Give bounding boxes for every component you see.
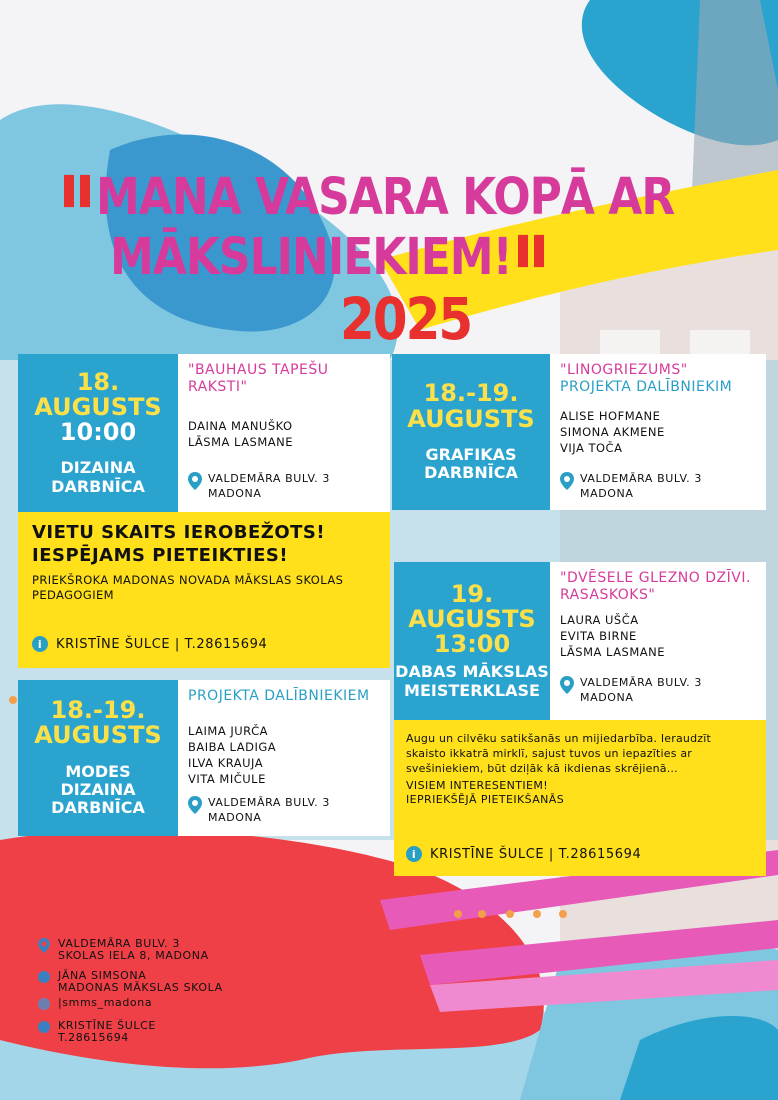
workshop-4-details [178,680,390,836]
workshop-3-date: 19. AUGUSTS [408,579,536,634]
workshop-4-location [188,796,330,826]
info-icon: i [406,846,422,862]
map-pin-icon [188,796,202,814]
workshop-3-title: "DVĒSELE GLEZNO DZĪVI. RASASKOKS" [560,570,751,603]
list-item: LĀSMA LASMANE [188,434,294,449]
location-line: MADONA [580,690,634,704]
list-item: LAURA UŠČA [560,612,639,627]
home-icon [38,971,50,983]
workshop-4-subtitle: PROJEKTA DALĪBNIEKIEM [188,688,370,704]
footer-org [38,970,223,994]
workshop-2-kind: GRAFIKAS DARBNĪCA [424,444,518,483]
workshop-3-details [550,562,766,720]
footer-social [38,997,152,1010]
workshop-1-title: "BAUHAUS TAPEŠU RAKSTI" [188,362,329,395]
workshop-3-location [560,676,702,706]
quote-mark-icon [80,175,90,207]
workshop-1-time: 10:00 [59,418,137,447]
info-icon: i [32,636,48,652]
notice-right-line1: VISIEM INTERESENTIEM! [406,778,549,792]
phone-icon [38,1021,50,1033]
workshop-2-title: "LINOGRIEZUMS" [560,362,688,378]
instagram-icon [38,998,50,1010]
location-line: MADONA [208,486,262,500]
workshop-2-details [550,354,766,510]
workshop-2-subtitle: PROJEKTA DALĪBNIEKIM [560,378,733,395]
workshop-2-date-box [392,354,550,510]
footer-address [38,938,209,962]
workshop-3-names [560,612,756,660]
notice-left-line1: VIETU SKAITS IEROBEŽOTS! [32,522,326,543]
footer-contact [38,1020,156,1044]
footer-social-handle: |smms_madona [58,996,153,1009]
location-line: VALDEMĀRA BULV. 3 [580,472,702,485]
workshop-1-date-box [18,354,178,512]
map-pin-icon [560,472,574,490]
workshop-4-date-box [18,680,178,836]
workshop-2-date: 18.-19. AUGUSTS [407,379,535,433]
map-pin-icon [188,472,202,490]
footer-person: KRISTĪNE ŠULCE [58,1019,156,1032]
workshop-4-names [188,723,380,787]
location-line: VALDEMĀRA BULV. 3 [208,796,330,809]
location-line: VALDEMĀRA BULV. 3 [208,472,330,485]
list-item: VIJA TOČA [560,440,623,455]
workshop-2-names [560,408,756,456]
title-line-2: MĀKSLINIEKIEM! [110,228,550,287]
quote-mark-icon [64,175,74,207]
year: 2025 [340,286,472,353]
workshop-4-date: 18.-19. AUGUSTS [34,696,162,750]
workshop-1-location [188,472,330,502]
map-pin-icon [38,938,50,953]
title-line-1: MANA VASARA KOPĀ AR [64,168,674,227]
list-item: ILVA KRAUJA [188,755,264,770]
notice-left-line3: PRIEKŠROKA MADONAS NOVADA MĀKSLAS SKOLAS PEDAGOGIEM [32,573,344,602]
quote-mark-icon [518,235,528,267]
list-item: ALISE HOFMANE [560,408,661,423]
location-line: MADONA [208,810,262,824]
contact-text: KRISTĪNE ŠULCE | T.28615694 [56,636,268,652]
list-item: LĀSMA LASMANE [560,644,666,659]
location-line: MADONA [580,486,634,500]
list-item: BAIBA LADIGA [188,739,277,754]
workshop-3-time: 13:00 [433,630,511,659]
footer-address-line: SKOLAS IELA 8, MADONA [58,949,209,963]
notice-left-contact [32,636,267,652]
workshop-3-kind: DABAS MĀKSLAS MEISTERKLASE [395,662,549,700]
workshop-1-date: 18. AUGUSTS [34,367,162,422]
notice-right-contact [406,846,641,862]
list-item: SIMONA AKMENE [560,424,665,439]
notice-right-line2: IEPRIEKŠĒJĀ PIETEIKŠANĀS [406,793,565,807]
workshop-1-kind: DIZAINA DARBNĪCA [51,458,145,496]
map-pin-icon [560,676,574,694]
quote-mark-icon [534,235,544,267]
notice-right-text: Augu un cilvēku satikšanās un mijiedarbība. Ieraudzīt skaisto ikkatrā mirklī, sajust tuvos un iepazīties ar svešiniekiem, būt dziļāk kā ikdienas skrējienā... [406,732,712,775]
workshop-2-location [560,472,702,502]
list-item: EVITA BIRNE [560,628,637,643]
list-item: LAIMA JURČA [188,723,268,738]
workshop-1-details [178,354,390,512]
contact-text: KRISTĪNE ŠULCE | T.28615694 [430,846,642,862]
footer-org-line: JĀNA SIMSONA [58,969,147,982]
location-line: VALDEMĀRA BULV. 3 [580,676,702,689]
notice-left-line2: IESPĒJAMS PIETEIKTIES! [32,544,289,566]
workshop-3-date-box [394,562,550,720]
footer-org-line: MADONAS MĀKSLAS SKOLA [58,981,223,995]
workshop-1-names [188,418,380,450]
workshop-4-kind: MODES DIZAINA DARBNĪCA [51,761,145,818]
list-item: DAINA MANUŠKO [188,418,293,433]
footer-phone: T.28615694 [58,1031,129,1045]
list-item: VITA MIČULE [188,772,266,787]
footer-address-line: VALDEMĀRA BULV. 3 [58,937,180,950]
